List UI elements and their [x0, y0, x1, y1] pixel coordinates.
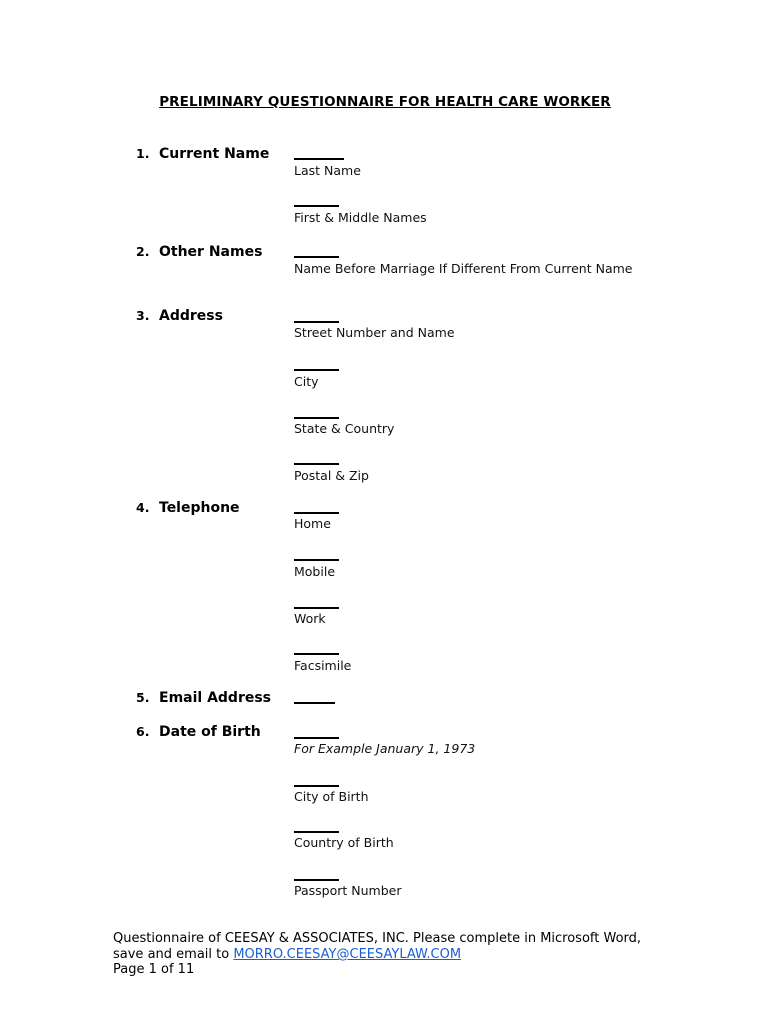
passport-number-caption: Passport Number [294, 883, 402, 898]
maiden-name-field[interactable] [294, 256, 339, 258]
document-title: PRELIMINARY QUESTIONNAIRE FOR HEALTH CARE WORKER [159, 94, 611, 110]
email-address-field[interactable] [294, 702, 335, 704]
date-of-birth-field[interactable] [294, 737, 339, 739]
question-number-5: 5. [136, 690, 150, 705]
question-label-other-names: Other Names [159, 244, 263, 260]
footer-email-prefix: save and email to [113, 947, 234, 962]
home-phone-field[interactable] [294, 512, 339, 514]
footer-email-line [113, 947, 461, 963]
work-phone-caption: Work [294, 611, 326, 626]
work-phone-field[interactable] [294, 607, 339, 609]
street-caption: Street Number and Name [294, 325, 455, 340]
question-label-address: Address [159, 308, 223, 324]
city-field[interactable] [294, 369, 339, 371]
footer-instructions: Questionnaire of CEESAY & ASSOCIATES, INC. Please complete in Microsoft Word, [113, 931, 642, 946]
last-name-caption: Last Name [294, 163, 361, 178]
date-of-birth-caption: For Example January 1, 1973 [294, 741, 476, 756]
home-phone-caption: Home [294, 516, 331, 531]
question-number-3: 3. [136, 308, 150, 323]
country-of-birth-caption: Country of Birth [294, 835, 394, 850]
question-number-2: 2. [136, 244, 150, 259]
question-label-date-of-birth: Date of Birth [159, 724, 261, 740]
postal-zip-field[interactable] [294, 463, 339, 465]
page-number: Page 1 of 11 [113, 962, 195, 977]
mobile-phone-field[interactable] [294, 559, 339, 561]
passport-number-field[interactable] [294, 879, 339, 881]
state-country-field[interactable] [294, 417, 339, 419]
question-label-telephone: Telephone [159, 500, 240, 516]
email-link[interactable]: MORRO.CEESAY@CEESAYLAW.COM [233, 947, 462, 962]
question-number-1: 1. [136, 146, 150, 161]
city-caption: City [294, 374, 319, 389]
postal-zip-caption: Postal & Zip [294, 468, 369, 483]
question-number-4: 4. [136, 500, 150, 515]
city-of-birth-field[interactable] [294, 785, 339, 787]
question-number-6: 6. [136, 724, 150, 739]
city-of-birth-caption: City of Birth [294, 789, 369, 804]
first-middle-names-caption: First & Middle Names [294, 210, 427, 225]
street-field[interactable] [294, 321, 339, 323]
last-name-field[interactable] [294, 158, 344, 160]
first-middle-names-field[interactable] [294, 205, 339, 207]
question-label-current-name: Current Name [159, 146, 270, 162]
question-label-email-address: Email Address [159, 690, 272, 706]
mobile-phone-caption: Mobile [294, 564, 336, 579]
maiden-name-caption: Name Before Marriage If Different From Current Name [294, 261, 633, 276]
facsimile-field[interactable] [294, 653, 339, 655]
state-country-caption: State & Country [294, 421, 395, 436]
facsimile-caption: Facsimile [294, 658, 352, 673]
country-of-birth-field[interactable] [294, 831, 339, 833]
